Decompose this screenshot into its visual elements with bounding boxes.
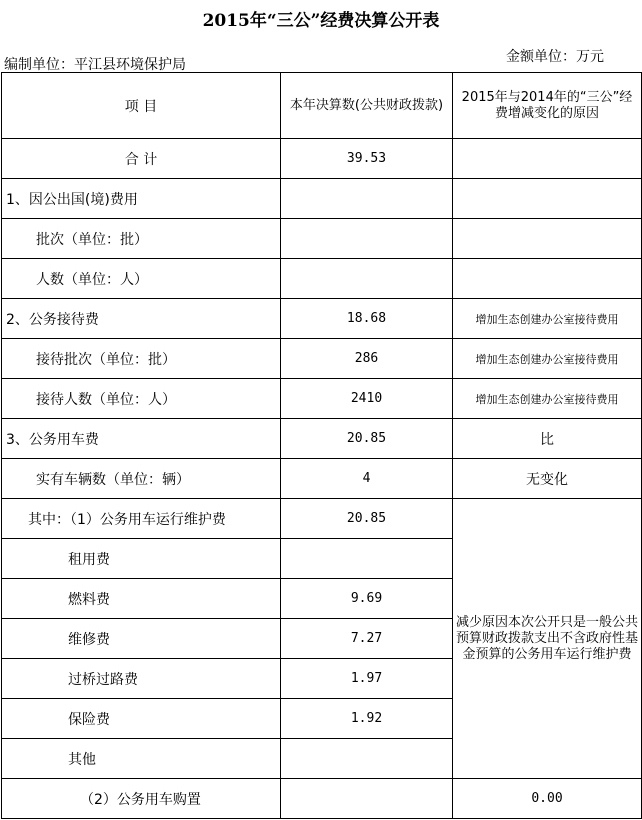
table-row <box>2 419 642 459</box>
row-amount <box>281 539 453 579</box>
compiling-unit-label: 编制单位：平江县环境保护局 <box>4 57 186 73</box>
row-amount <box>281 259 453 299</box>
page-title: 2015年“三公”经费决算公开表 <box>202 11 440 31</box>
table-row <box>2 339 642 379</box>
row-amount: 9.69 <box>281 579 453 619</box>
row-reason: 增加生态创建办公室接待费用 <box>453 339 642 379</box>
row-label: 租用费 <box>2 539 281 579</box>
row-label: （2）公务用车购置 <box>2 779 281 819</box>
row-amount: 1.92 <box>281 699 453 739</box>
row-reason: 无变化 <box>453 459 642 499</box>
row-amount: 2410 <box>281 379 453 419</box>
row-amount <box>281 179 453 219</box>
row-label: 其他 <box>2 739 281 779</box>
row-reason: 增加生态创建办公室接待费用 <box>453 379 642 419</box>
table-row <box>2 219 642 259</box>
row-reason: 0.00 <box>453 779 642 819</box>
header-item: 项 目 <box>2 73 281 139</box>
row-label: 接待批次（单位：批） <box>2 339 281 379</box>
row-amount: 20.85 <box>281 419 453 459</box>
row-amount: 7.27 <box>281 619 453 659</box>
row-amount: 4 <box>281 459 453 499</box>
table-row <box>2 139 642 179</box>
row-amount <box>281 779 453 819</box>
row-amount <box>281 739 453 779</box>
header-row <box>2 73 642 139</box>
row-label: 其中：（1）公务用车运行维护费 <box>2 499 281 539</box>
row-label: 保险费 <box>2 699 281 739</box>
row-reason <box>453 139 642 179</box>
row-label: 燃料费 <box>2 579 281 619</box>
row-label: 批次（单位：批） <box>2 219 281 259</box>
table-row <box>2 259 642 299</box>
table-row <box>2 379 642 419</box>
row-label: 实有车辆数（单位：辆） <box>2 459 281 499</box>
row-amount: 20.85 <box>281 499 453 539</box>
row-reason <box>453 259 642 299</box>
row-reason: 增加生态创建办公室接待费用 <box>453 299 642 339</box>
row-label: 2、公务接待费 <box>2 299 281 339</box>
row-label: 人数（单位：人） <box>2 259 281 299</box>
row-label: 3、公务用车费 <box>2 419 281 459</box>
table-row <box>2 299 642 339</box>
row-amount <box>281 219 453 259</box>
row-label-total: 合 计 <box>2 139 281 179</box>
table-row <box>2 779 642 819</box>
row-reason <box>453 179 642 219</box>
row-label: 接待人数（单位：人） <box>2 379 281 419</box>
header-amount: 本年决算数(公共财政拨款) <box>281 73 453 139</box>
amount-unit-label: 金额单位：万元 <box>506 49 604 65</box>
three-public-expenses-table <box>1 72 642 819</box>
row-reason: 比 <box>453 419 642 459</box>
row-amount: 18.68 <box>281 299 453 339</box>
row-reason <box>453 219 642 259</box>
row-amount: 286 <box>281 339 453 379</box>
row-label: 维修费 <box>2 619 281 659</box>
merged-reason-cell: 减少原因本次公开只是一般公共预算财政拨款支出不含政府性基金预算的公务用车运行维护费 <box>453 499 642 779</box>
table-row <box>2 179 642 219</box>
row-label: 1、因公出国(境)费用 <box>2 179 281 219</box>
row-label: 过桥过路费 <box>2 659 281 699</box>
row-amount: 1.97 <box>281 659 453 699</box>
table-row <box>2 499 642 539</box>
row-amount: 39.53 <box>281 139 453 179</box>
table-row <box>2 459 642 499</box>
header-reason: 2015年与2014年的“三公”经费增减变化的原因 <box>453 73 642 139</box>
